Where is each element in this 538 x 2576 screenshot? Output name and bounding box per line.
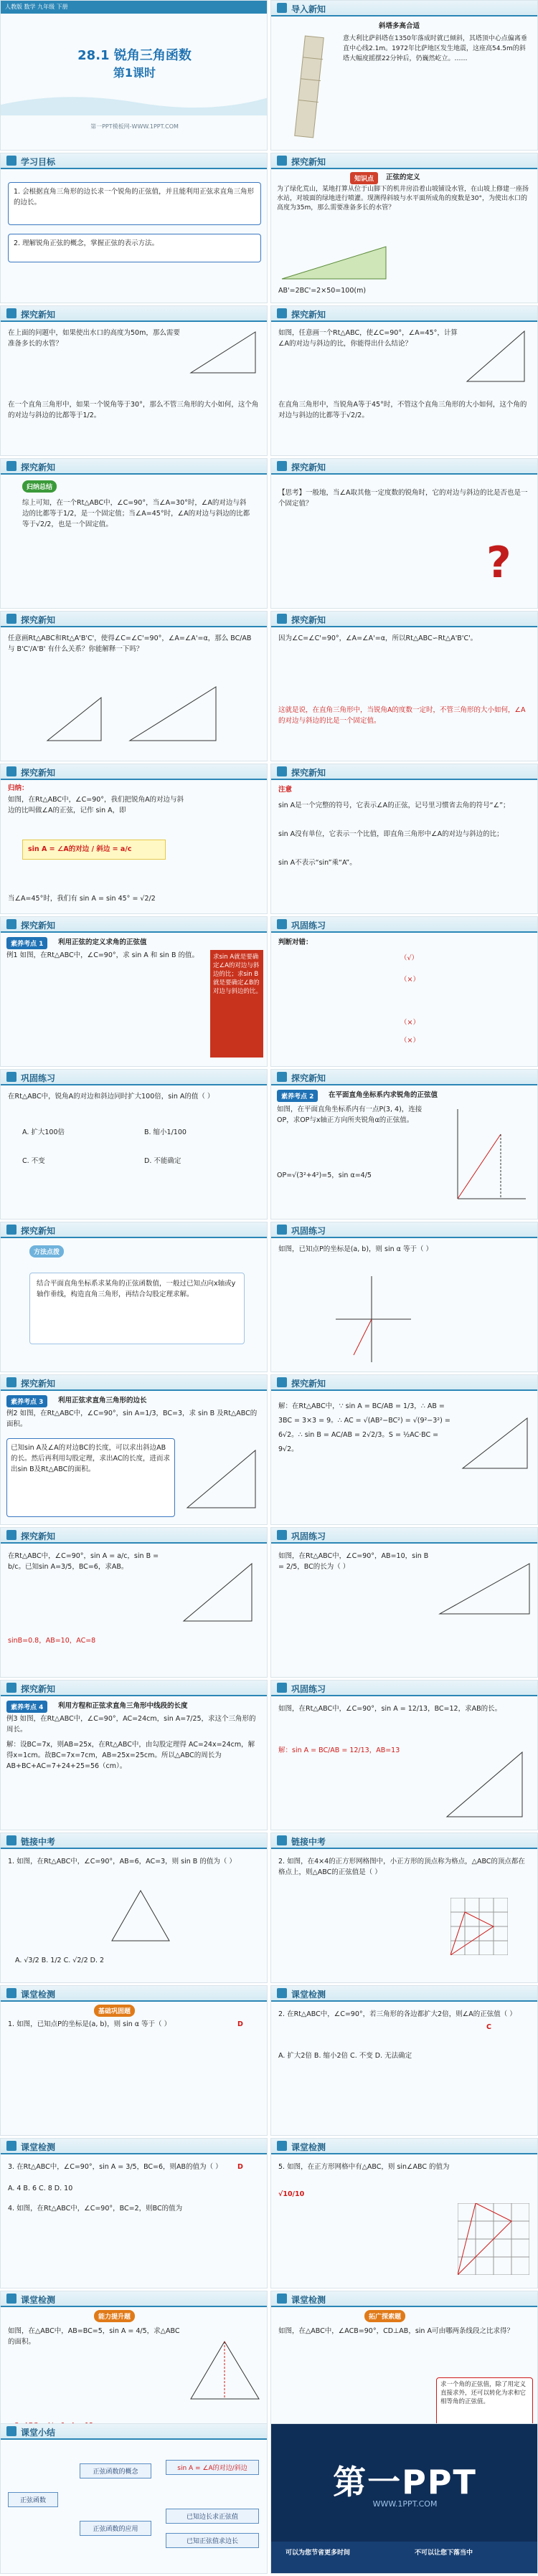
- attention-point-2: sin A没有单位，它表示一个比值，即直角三角形中∠A的对边与斜边的比；: [278, 830, 504, 838]
- slide-header-title: 巩固练习: [291, 921, 326, 931]
- triangle-diagram-icon: [459, 1411, 534, 1475]
- explore2-answer: 在一个直角三角形中，如果一个锐角等于30°，那么不管三角形的大小如何，这个角的对边与斜边的比都等于1/2。: [8, 401, 259, 419]
- slide-header-title: 链接中考: [21, 1837, 56, 1847]
- slide-header: [271, 1833, 537, 1849]
- check6-note: 求一个角的正弦值，除了用定义直接求外，还可以转化为求和它相等角的正弦值。: [440, 2381, 527, 2405]
- slide-header: [1, 2139, 267, 2154]
- header-mark-icon: [6, 2426, 16, 2436]
- slide-header-title: 课堂检测: [21, 1990, 56, 2000]
- think-question: 【思考】一般地，当∠A取其他一定度数的锐角时，它的对边与斜边的比是否也是一个固定值？: [278, 489, 528, 508]
- header-mark-icon: [6, 2294, 16, 2304]
- triangle-diagram-icon: [184, 1443, 263, 1515]
- example3-tag: 素养考点 3: [6, 1395, 47, 1407]
- check3-question-2: 4. 如图，在Rt△ABC中，∠C=90°，BC=2，则BC的值为: [8, 2205, 183, 2213]
- practice1-result-3: （×）: [400, 1019, 420, 1027]
- slide-header-title: 课堂检测: [21, 2142, 56, 2152]
- triangle-diagram-icon: [187, 326, 259, 376]
- slide-header-title: 探究新知: [21, 1684, 56, 1694]
- header-mark-icon: [6, 766, 16, 776]
- example2-body: 如图，在平面直角坐标系内有一点P(3, 4)，连接OP，求OP与x轴正方向所夹锐角α的正弦值。: [277, 1106, 423, 1124]
- check5-question: 如图，在△ABC中，AB=BC=5，sin A = 4/5，求△ABC的面积。: [8, 2327, 180, 2346]
- slide-header-title: 探究新知: [21, 1226, 56, 1236]
- slide-header-title: 课堂检测: [291, 1990, 326, 2000]
- recap-slide[interactable]: [0, 2423, 268, 2574]
- header-mark-icon: [6, 1530, 16, 1540]
- header-mark-icon: [277, 1530, 287, 1540]
- triangle-diagram-icon: [436, 1556, 533, 1621]
- intro-slide[interactable]: [270, 0, 538, 151]
- practice2-option-a[interactable]: A. 扩大100倍: [22, 1128, 65, 1136]
- cover-bar: [1, 1, 267, 14]
- slide-header-title: 探究新知: [21, 310, 56, 320]
- slide-header-title: 探究新知: [291, 1379, 326, 1389]
- example-slide-2[interactable]: [270, 1069, 538, 1220]
- slide-header-title: 探究新知: [21, 768, 56, 778]
- example1-title: 利用正弦的定义求角的正弦值: [58, 938, 147, 946]
- slide-header: [271, 1, 537, 16]
- slope-diagram-icon: [278, 239, 393, 282]
- slide-header: [1, 306, 267, 322]
- recap-concept: 正弦函数的概念: [80, 2463, 151, 2478]
- slide-header-title: 课堂小结: [21, 2428, 56, 2438]
- practice5-answer: 解：sin A = BC/AB = 12/13，AB=13: [278, 1746, 400, 1754]
- example5-tag: 素养考点 4: [6, 1701, 47, 1713]
- link1-options: A. √3/2 B. 1/2 C. √2/2 D. 2: [15, 1957, 105, 1964]
- practice1-result-4: （×）: [400, 1037, 420, 1045]
- explore5-question: 因为∠C=∠C'=90°，∠A=∠A'=α，所以Rt△ABC∽Rt△A'B'C'。: [278, 635, 478, 642]
- logo-footer-left: 可以为您节省更多时间: [285, 2549, 351, 2557]
- triangle-diagram-icon: [443, 1745, 529, 1824]
- triangle-diagram-icon: [187, 2334, 263, 2406]
- slide-header-title: 探究新知: [291, 462, 326, 472]
- intro-body: 意大利比萨斜塔在1350年落成时就已倾斜，其塔顶中心点偏离垂直中心线2.1m。1972年比萨地区发生地震，这座高54.5m的斜塔大幅度摇摆22分钟后，仍巍然屹立。……: [343, 35, 527, 62]
- example4-answer: sinB=0.8，AB=10，AC=8: [8, 1637, 96, 1645]
- explore-slide-6[interactable]: [0, 764, 268, 914]
- slide-header: [271, 459, 537, 475]
- summary-body: 综上可知，在一个Rt△ABC中，∠C=90°，当∠A=30°时，∠A的对边与斜边的比都等于1/2，是一个固定值；当∠A=45°时，∠A的对边与斜边的比都等于√2/2，也是一个固定值。: [22, 499, 250, 528]
- logo-footer-right: 不可以让您下落当中: [415, 2549, 473, 2557]
- slide-header: [271, 2139, 537, 2154]
- check3-answer: D: [237, 2163, 243, 2171]
- cover-subtitle: 第1课时: [113, 66, 156, 80]
- check-slide-2[interactable]: [270, 1985, 538, 2136]
- check2-options: A. 扩大2倍 B. 缩小2倍 C. 不变 D. 无法确定: [278, 2052, 412, 2060]
- slide-header: [1, 2291, 267, 2307]
- explore6-body: 如图，在Rt△ABC中，∠C=90°，我们把锐角A的对边与斜边的比叫做∠A的正弦，记作 sin A，即: [8, 796, 184, 814]
- slide-header: [271, 612, 537, 627]
- solve-slide-3[interactable]: [270, 1374, 538, 1525]
- check1-answer: D: [237, 2020, 243, 2028]
- check6-question: 如图，在△ABC中，∠ACB=90°，CD⊥AB，sin A可由哪两条线段之比求得？: [278, 2327, 514, 2335]
- example-slide-5[interactable]: [0, 1680, 268, 1830]
- check2-answer: C: [486, 2023, 491, 2031]
- slide-header: [271, 1681, 537, 1696]
- slide-header-title: 巩固练习: [291, 1226, 326, 1236]
- recap-formula: sin A = ∠A的对边/斜边: [166, 2460, 259, 2475]
- think-slide[interactable]: [270, 458, 538, 609]
- slide-header-title: 探究新知: [21, 615, 56, 625]
- header-mark-icon: [277, 308, 287, 318]
- slide-header-title: 课堂检测: [291, 2295, 326, 2305]
- check1-question: 1. 如图，已知点P的坐标是(a, b)，则 sin α 等于（ ）: [8, 2020, 171, 2028]
- header-mark-icon: [6, 1835, 16, 1845]
- two-triangles-icon: [44, 683, 223, 748]
- practice-slide-2[interactable]: [0, 1069, 268, 1220]
- header-mark-icon: [277, 766, 287, 776]
- cover-badge: 人教版 数学 九年级 下册: [5, 4, 68, 10]
- practice5-question: 如图，在Rt△ABC中，∠C=90°，sin A = 12/13，BC=12，求AB的长。: [278, 1705, 502, 1713]
- slide-header: [1, 1528, 267, 1544]
- check3-options: A. 4 B. 6 C. 8 D. 10: [8, 2185, 73, 2192]
- slide-header: [271, 1986, 537, 2002]
- attention-point-1: sin A是一个完整的符号，它表示∠A的正弦，记号里习惯省去角的符号“∠”；: [278, 802, 510, 809]
- sine-example: 当∠A=45°时，我们有 sin A = sin 45° = √2/2: [8, 895, 156, 903]
- slide-header: [1, 1375, 267, 1391]
- recap-root: 正弦函数: [8, 2492, 58, 2507]
- explore-slide-2[interactable]: [0, 305, 268, 456]
- slide-header-title: 巩固练习: [291, 1531, 326, 1541]
- practice3-question: 如图，已知点P的坐标是(a, b)，则 sin α 等于（ ）: [278, 1245, 433, 1253]
- check3-question: 3. 在Rt△ABC中，∠C=90°，sin A = 3/5，BC=6，则AB的值为（ ）: [8, 2163, 222, 2171]
- check5-tag: 能力提升题: [94, 2310, 135, 2322]
- slide-header: [1, 917, 267, 933]
- explore5-answer: 这就是说，在直角三角形中，当锐角A的度数一定时，不管三角形的大小如何，∠A的对边与斜边的比是一个固定值。: [278, 706, 526, 725]
- header-mark-icon: [277, 156, 287, 166]
- practice2-option-d[interactable]: D. 不能确定: [144, 1157, 181, 1165]
- example3-body: 例2 如图，在Rt△ABC中，∠C=90°，sin A=1/3，BC=3，求 sin B 及Rt△ABC的面积。: [6, 1410, 258, 1428]
- example5-body: 例3 如图，在Rt△ABC中，∠C=90°，AC=24cm，sin A=7/25，求这个三角形的周长。: [6, 1715, 256, 1734]
- slide-header: [271, 1375, 537, 1391]
- header-mark-icon: [6, 1377, 16, 1387]
- header-mark-icon: [6, 308, 16, 318]
- slide-header-title: 学习目标: [21, 157, 56, 167]
- slide-header-title: 探究新知: [291, 310, 326, 320]
- link-slide-2[interactable]: [270, 1833, 538, 1983]
- example3-note: 已知sin A及∠A的对边BC的长度，可以求出斜边AB的长。然后再利用勾股定理，求出AC的长度，进而求出sin B及Rt△ABC的面积。: [11, 1444, 170, 1473]
- triangle-diagram-icon: [180, 1556, 259, 1628]
- knowledge-title: 正弦的定义: [386, 174, 420, 181]
- method-tag: 方法点拨: [29, 1245, 64, 1258]
- slide-header: [1, 1681, 267, 1696]
- summary-slide[interactable]: [0, 458, 268, 609]
- slide-header-title: 链接中考: [291, 1837, 326, 1847]
- knowledge-tag: 知识点: [350, 172, 378, 184]
- slide-header: [1, 1986, 267, 2002]
- practice1-result-2: （×）: [400, 976, 420, 984]
- logo-footer: [271, 2542, 537, 2573]
- slide-header: [1, 2424, 267, 2440]
- slide-header: [271, 306, 537, 322]
- triangle-diagram-icon: [463, 328, 532, 385]
- attention-slide[interactable]: [270, 764, 538, 914]
- header-mark-icon: [277, 614, 287, 624]
- practice1-title: 判断对错：: [278, 938, 313, 946]
- header-mark-icon: [6, 919, 16, 929]
- slide-header-title: 课堂检测: [21, 2295, 56, 2305]
- explore3-answer: 在直角三角形中，当锐角A等于45°时，不管这个直角三角形的大小如何，这个角的对边与斜边的比都等于√2/2。: [278, 401, 527, 419]
- slide-header-title: 探究新知: [21, 921, 56, 931]
- practice2-question: 在Rt△ABC中，锐角A的对边和斜边同时扩大100倍，sin A的值（ ）: [8, 1093, 214, 1101]
- slide-header-title: 巩固练习: [21, 1073, 56, 1083]
- slide-header-title: 探究新知: [21, 1531, 56, 1541]
- cover-slide[interactable]: [0, 0, 268, 151]
- cover-footer: 第一PPT模板网-WWW.1PPT.COM: [90, 123, 179, 130]
- explore1-formula: AB'=2BC'=2×50=100(m): [278, 287, 367, 295]
- slide-header: [1, 1833, 267, 1849]
- header-mark-icon: [6, 1988, 16, 1998]
- header-mark-icon: [6, 156, 16, 166]
- method-body: 结合平面直角坐标系求某角的正弦函数值，一般过已知点向x轴或y轴作垂线，构造直角三角形，再结合勾股定理求解。: [37, 1280, 236, 1298]
- grid-diagram-icon: [450, 1898, 508, 1955]
- slide-header-title: 探究新知: [291, 615, 326, 625]
- explore6-tag: 归纳：: [8, 784, 29, 792]
- goal-1: 1. 会根据直角三角形的边长求一个锐角的正弦值，并且能利用正弦求直角三角形的边长。: [14, 188, 255, 206]
- example2-tag: 素养考点 2: [277, 1090, 318, 1102]
- header-mark-icon: [277, 1988, 287, 1998]
- header-mark-icon: [277, 3, 287, 13]
- header-mark-icon: [6, 1072, 16, 1082]
- slide-header-title: 探究新知: [21, 462, 56, 472]
- example-slide-3[interactable]: [0, 1374, 268, 1525]
- recap-application: 正弦函数的应用: [80, 2521, 151, 2536]
- slide-header: [271, 764, 537, 780]
- explore-slide-1[interactable]: [270, 153, 538, 303]
- slide-header: [271, 153, 537, 169]
- check2-question: 2. 在Rt△ABC中，∠C=90°，若三角形的各边都扩大2倍，则∠A的正弦值（ ）: [278, 2010, 516, 2018]
- explore3-question: 如图，任意画一个Rt△ABC，使∠C=90°，∠A=45°，计算∠A的对边与斜边的比，你能得出什么结论？: [278, 329, 458, 348]
- header-mark-icon: [277, 2294, 287, 2304]
- slide-header-title: 导入新知: [291, 4, 326, 14]
- grid-diagram-icon: [458, 2203, 529, 2275]
- example1-note: 求sin A就是要确定∠A的对边与斜边的比；求sin B就是要确定∠B的对边与斜边的比。: [213, 954, 263, 995]
- recap-known-sine: 已知正弦值求边长: [166, 2533, 259, 2548]
- example1-body: 例1 如图，在Rt△ABC中，∠C=90°，求 sin A 和 sin B 的值。: [6, 951, 199, 959]
- link-slide-1[interactable]: [0, 1833, 268, 1983]
- check-slide-4[interactable]: [270, 2138, 538, 2289]
- coordinate-plane-icon: [450, 1106, 529, 1206]
- practice2-option-c[interactable]: C. 不变: [22, 1157, 45, 1165]
- explore1-body: 为了绿化荒山，某地打算从位于山脚下的机井房沿着山坡铺设水管，在山坡上修建一座扬水站，对坡面的绿地进行喷灌。现测得斜坡与水平面所成角的度数是30°，为使出水口的高度为35m，那么需要准备多长的水管？: [277, 186, 529, 212]
- sine-formula: sin A = ∠A的对边 / 斜边 = a/c: [28, 845, 132, 853]
- header-mark-icon: [6, 1683, 16, 1693]
- link1-question: 1. 如图，在Rt△ABC中，∠C=90°，AB=6，AC=3，则 sin B 的值为（ ）: [8, 1858, 236, 1866]
- slide-header: [1, 1222, 267, 1238]
- example4-body: 在Rt△ABC中，∠C=90°，sin A = a/c，sin B = b/c。已知sin A=3/5，BC=6，求AB。: [8, 1552, 159, 1571]
- example5-answer: 解：设BC=7x，则AB=25x，在Rt△ABC中，由勾股定理得 AC=24x=24cm，解得x=1cm。故BC=7x=7cm，AB=25x=25cm。所以△ABC的周长为 AB+BC+AC=7+24+25=56（cm）。: [6, 1741, 255, 1770]
- explore-slide-4[interactable]: [0, 611, 268, 761]
- example-slide-4[interactable]: [0, 1527, 268, 1678]
- slide-header: [271, 917, 537, 933]
- explore4-question: 任意画Rt△ABC和Rt△A'B'C'，使得∠C=∠C'=90°，∠A=∠A'=α，那么 BC/AB 与 B'C'/A'B' 有什么关系？你能解释一下吗？: [8, 635, 252, 653]
- question-mark-icon: ?: [486, 538, 511, 588]
- header-mark-icon: [277, 1377, 287, 1387]
- check-slide-3[interactable]: [0, 2138, 268, 2289]
- check6-tag: 拓广探索题: [364, 2310, 405, 2322]
- header-mark-icon: [6, 461, 16, 471]
- slide-header: [271, 1070, 537, 1085]
- header-mark-icon: [277, 1225, 287, 1235]
- slide-header-title: 探究新知: [291, 157, 326, 167]
- slide-header: [1, 1070, 267, 1085]
- example1-tag: 素养考点 1: [6, 937, 47, 949]
- logo-wordmark: 第一PPT: [333, 2463, 477, 2501]
- check1-tag: 基础巩固题: [94, 2005, 135, 2017]
- triangle-diagram-icon: [108, 1887, 173, 1944]
- explore2-question: 在上面的问题中，如果使出水口的高度为50m，那么需要准备多长的水管？: [8, 329, 180, 348]
- cover-wave-icon: [1, 87, 268, 115]
- check4-answer: √10/10: [278, 2190, 305, 2198]
- practice4-question: 如图，在Rt△ABC中，∠C=90°，AB=10，sin B = 2/5，BC的长为（ ）: [278, 1552, 429, 1571]
- practice-slide-3[interactable]: [270, 1222, 538, 1372]
- check-slide-1[interactable]: [0, 1985, 268, 2136]
- slide-header-title: 探究新知: [291, 1073, 326, 1083]
- practice2-option-b[interactable]: B. 缩小1/100: [144, 1128, 187, 1136]
- link2-question: 2. 如图，在4×4的正方形网格图中，小正方形的顶点称为格点，△ABC的顶点都在格点上，则△ABC的正弦值是（ ）: [278, 1858, 525, 1876]
- slide-header: [271, 1528, 537, 1544]
- check-slide-6[interactable]: [270, 2291, 538, 2441]
- intro-poem-title: 斜塔多高合适: [379, 22, 420, 30]
- example2-formula: OP=√(3²+4²)=5，sin α=4/5: [277, 1171, 372, 1179]
- practice-slide-5[interactable]: [270, 1680, 538, 1830]
- slide-header: [1, 459, 267, 475]
- solve3-lines: 解：在Rt△ABC中，∵ sin A = BC/AB = 1/3，∴ AB = 3BC = 3×3 = 9。∴ AC = √(AB²−BC²) = √(9²−3²) = 6√2。∴ sin B = AC/AB = 2√2/3。S = ½AC·BC = 9√2。: [278, 1402, 450, 1453]
- header-mark-icon: [277, 1835, 287, 1845]
- slide-header: [1, 153, 267, 169]
- header-mark-icon: [6, 2141, 16, 2151]
- logo-slide[interactable]: [270, 2423, 538, 2574]
- slide-header-title: 探究新知: [291, 768, 326, 778]
- check-slide-5[interactable]: [0, 2291, 268, 2441]
- example3-title: 利用正弦求直角三角形的边长: [58, 1397, 147, 1405]
- check4-question: 5. 如图，在正方形网格中有△ABC，则 sin∠ABC 的值为: [278, 2163, 450, 2171]
- explore-slide-3[interactable]: [270, 305, 538, 456]
- slide-header-title: 课堂检测: [291, 2142, 326, 2152]
- attention-tag: 注意: [278, 786, 293, 794]
- header-mark-icon: [277, 919, 287, 929]
- recap-known-side: 已知边长求正弦值: [166, 2509, 259, 2524]
- slide-header-title: 巩固练习: [291, 1684, 326, 1694]
- coordinate-plane-icon: [329, 1273, 415, 1366]
- practice1-result-1: （√）: [400, 954, 419, 962]
- example-slide-1[interactable]: [0, 916, 268, 1067]
- slide-header: [271, 2291, 537, 2307]
- header-mark-icon: [277, 2141, 287, 2151]
- header-mark-icon: [277, 1072, 287, 1082]
- practice-slide-4[interactable]: [270, 1527, 538, 1678]
- header-mark-icon: [6, 614, 16, 624]
- slide-header: [271, 1222, 537, 1238]
- practice-slide-1[interactable]: [270, 916, 538, 1067]
- summary-tag: 归纳总结: [22, 480, 57, 493]
- goals-slide[interactable]: [0, 153, 268, 303]
- leaning-tower-icon: [278, 29, 339, 144]
- slide-header: [1, 764, 267, 780]
- goal-2: 2. 理解锐角正弦的概念，掌握正弦的表示方法。: [14, 239, 159, 247]
- header-mark-icon: [6, 1225, 16, 1235]
- slide-header-title: 探究新知: [21, 1379, 56, 1389]
- method-slide[interactable]: [0, 1222, 268, 1372]
- explore-slide-5[interactable]: [270, 611, 538, 761]
- cover-title: 28.1 锐角三角函数: [77, 48, 192, 63]
- header-mark-icon: [277, 1683, 287, 1693]
- logo-url[interactable]: WWW.1PPT.COM: [372, 2499, 438, 2509]
- header-mark-icon: [277, 461, 287, 471]
- example5-title: 利用方程和正弦求直角三角形中线段的长度: [58, 1702, 188, 1710]
- slide-header: [1, 612, 267, 627]
- attention-point-3: sin A不表示“sin”乘“A”。: [278, 859, 357, 867]
- example2-title: 在平面直角坐标系内求锐角的正弦值: [329, 1091, 438, 1099]
